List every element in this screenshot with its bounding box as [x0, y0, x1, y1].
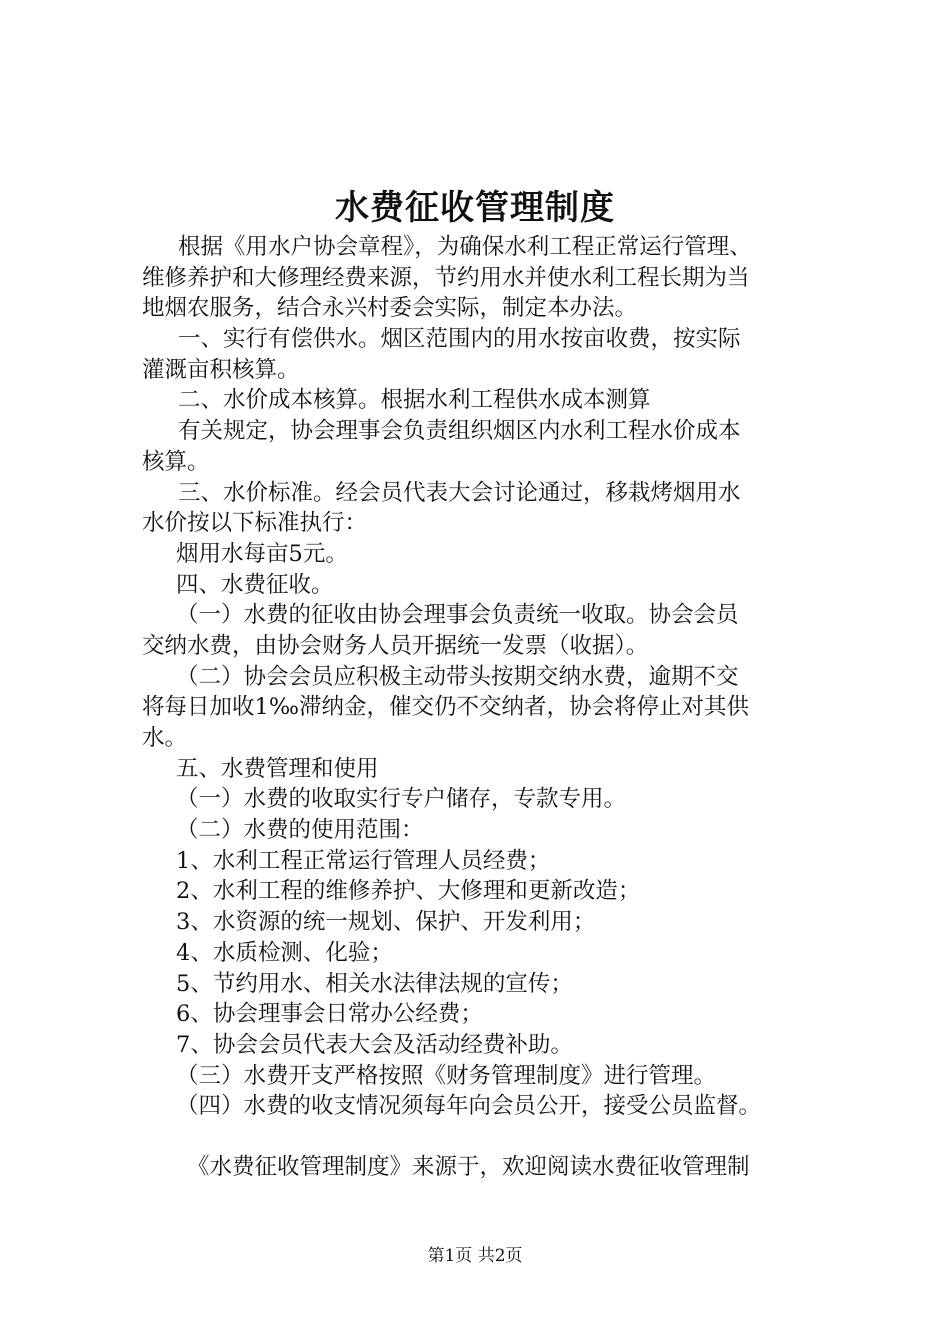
- paragraph-line: 水价按以下标准执行：: [142, 510, 368, 537]
- list-item: 7、协会会员代表大会及活动经费补助。: [176, 1031, 573, 1058]
- paragraph-line: （三）水费开支严格按照《财务管理制度》进行管理。: [176, 1062, 717, 1089]
- list-item: 1、水利工程正常运行管理人员经费；: [176, 847, 551, 874]
- page-number: 第1页 共2页: [427, 1246, 523, 1266]
- document-body: [142, 232, 842, 1183]
- paragraph-line: 地烟农服务，结合永兴村委会实际，制定本办法。: [142, 295, 638, 322]
- paragraph-line: 根据《用水户协会章程》，为确保水利工程正常运行管理、: [178, 234, 752, 260]
- paragraph-line: （二）协会会员应积极主动带头按期交纳水费，逾期不交: [176, 663, 739, 690]
- document-title: 水费征收管理制度: [335, 188, 615, 228]
- list-item: 5、节约用水、相关水法律法规的宣传；: [176, 970, 573, 997]
- blank-gap: [142, 1122, 842, 1152]
- paragraph-line: （四）水费的收支情况须每年向会员公开，接受公员监督。: [176, 1093, 762, 1120]
- list-item: 3、水资源的统一规划、保护、开发利用；: [176, 909, 596, 936]
- paragraph-line: 一、实行有偿供水。烟区范围内的用水按亩收费，按实际: [178, 326, 741, 353]
- paragraph-line: 四、水费征收。: [176, 571, 334, 598]
- paragraph-line: 维修养护和大修理经费来源，节约用水并使水利工程长期为当: [142, 264, 750, 291]
- list-item: 2、水利工程的维修养护、大修理和更新改造；: [176, 878, 641, 905]
- paragraph-line: 二、水价成本核算。根据水利工程供水成本测算: [178, 387, 651, 414]
- list-item: 6、协会理事会日常办公经费；: [176, 1001, 483, 1028]
- paragraph-line: 将每日加收1‰滞纳金，催交仍不交纳者，协会将停止对其供: [142, 694, 750, 721]
- paragraph-line: 灌溉亩积核算。: [142, 356, 300, 383]
- paragraph-line: （一）水费的征收由协会理事会负责统一收取。协会会员: [176, 602, 739, 629]
- paragraph-line: （二）水费的使用范围：: [176, 817, 424, 844]
- paragraph-line: （一）水费的收取实行专户储存，专款专用。: [176, 786, 627, 813]
- paragraph-line: 三、水价标准。经会员代表大会讨论通过，移栽烤烟用水: [178, 479, 741, 506]
- paragraph-line: 交纳水费，由协会财务人员开据统一发票（收据）。: [142, 632, 649, 659]
- paragraph-line: 烟用水每亩5元。: [176, 540, 348, 567]
- paragraph-line: 核算。: [142, 448, 210, 475]
- paragraph-line: 水。: [142, 725, 188, 751]
- paragraph-line: 有关规定，协会理事会负责组织烟区内水利工程水价成本: [178, 418, 741, 445]
- paragraph-line: 五、水费管理和使用: [176, 755, 379, 782]
- source-note: 《水费征收管理制度》来源于，欢迎阅读水费征收管理制: [187, 1153, 750, 1180]
- list-item: 4、水质检测、化验；: [176, 939, 393, 966]
